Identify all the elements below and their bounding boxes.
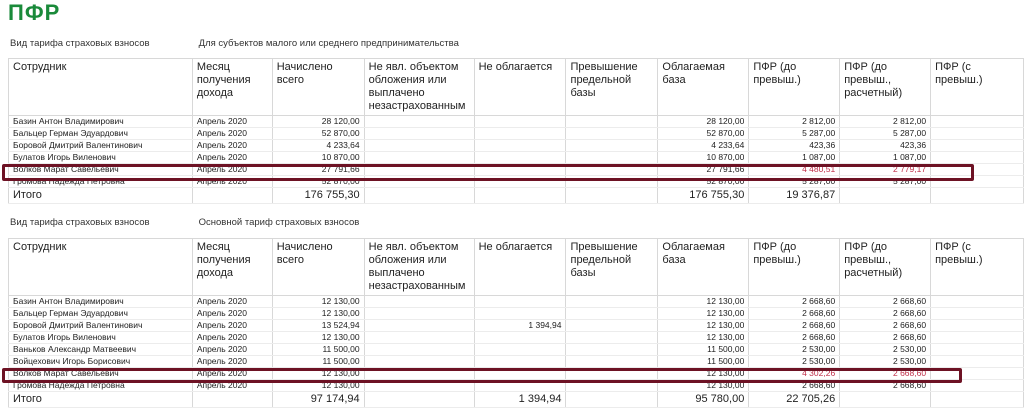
header-row: [9, 59, 1024, 116]
table-cell: Апрель 2020: [192, 368, 272, 380]
total-cell: 176 755,30: [658, 188, 749, 204]
total-cell: Итого: [9, 188, 193, 204]
tariff-row: [10, 217, 359, 228]
table-cell: 1 087,00: [749, 152, 840, 164]
table-cell: [566, 308, 658, 320]
column-header[interactable]: ПФР (до превыш., расчетный): [840, 239, 931, 296]
table-cell: 28 120,00: [658, 116, 749, 128]
column-header[interactable]: Облагаемая база: [658, 59, 749, 116]
table-cell: 12 130,00: [658, 320, 749, 332]
table-cell: 2 668,60: [749, 296, 840, 308]
total-cell: 22 705,26: [749, 392, 840, 408]
table-cell: 27 791,66: [658, 164, 749, 176]
table-row[interactable]: [9, 320, 1024, 332]
table-cell: 11 500,00: [658, 344, 749, 356]
table-cell: 4 233,64: [272, 140, 364, 152]
total-cell: [364, 188, 474, 204]
table-cell: 10 870,00: [272, 152, 364, 164]
table-cell: 2 668,60: [840, 380, 931, 392]
column-header[interactable]: Не явл. объектом обложения или выплачено незастрахованным: [364, 239, 474, 296]
table-row[interactable]: [9, 344, 1024, 356]
table-cell: 12 130,00: [658, 332, 749, 344]
table-cell: Булатов Игорь Виленович: [9, 152, 193, 164]
table-cell: 52 870,00: [658, 176, 749, 188]
table-cell: Апрель 2020: [192, 332, 272, 344]
total-cell: [192, 188, 272, 204]
table-cell: Волков Марат Савельевич: [9, 368, 193, 380]
table-row[interactable]: [9, 152, 1024, 164]
table-cell: 2 668,60: [749, 320, 840, 332]
table-row[interactable]: [9, 356, 1024, 368]
table-cell: [364, 320, 474, 332]
table-cell: 5 287,00: [749, 128, 840, 140]
table-cell: 423,36: [749, 140, 840, 152]
table-cell: [364, 296, 474, 308]
table-cell: 2 812,00: [749, 116, 840, 128]
table-cell: [474, 116, 566, 128]
column-header[interactable]: Начислено всего: [272, 59, 364, 116]
total-cell: 19 376,87: [749, 188, 840, 204]
table-cell: [474, 296, 566, 308]
table-cell: 12 130,00: [658, 368, 749, 380]
table-cell: [566, 128, 658, 140]
table-cell: Базин Антон Владимирович: [9, 296, 193, 308]
table-cell: [474, 140, 566, 152]
table-cell: [364, 128, 474, 140]
tariff-row: [10, 38, 459, 49]
table-cell: 4 480,51: [749, 164, 840, 176]
table-cell: 2 668,60: [840, 368, 931, 380]
tariff-value: Для субъектов малого или среднего предпринимательства: [198, 38, 459, 49]
table-cell: 5 287,00: [749, 176, 840, 188]
total-cell: Итого: [9, 392, 193, 408]
table-cell: [566, 344, 658, 356]
column-header[interactable]: Сотрудник: [9, 59, 193, 116]
table-cell: 28 120,00: [272, 116, 364, 128]
table-cell: [931, 320, 1024, 332]
table-cell: Апрель 2020: [192, 344, 272, 356]
table-cell: [566, 116, 658, 128]
table-cell: 11 500,00: [272, 356, 364, 368]
table-cell: [364, 140, 474, 152]
table-row[interactable]: [9, 332, 1024, 344]
column-header[interactable]: Не облагается: [474, 239, 566, 296]
table-cell: 1 394,94: [474, 320, 566, 332]
table-cell: [364, 344, 474, 356]
row-highlight-frame: [2, 368, 962, 383]
total-cell: [566, 392, 658, 408]
table-cell: Апрель 2020: [192, 176, 272, 188]
table-cell: 2 668,60: [840, 320, 931, 332]
tariff-label: Вид тарифа страховых взносов: [10, 217, 150, 228]
column-header[interactable]: Начислено всего: [272, 239, 364, 296]
table-cell: 2 812,00: [840, 116, 931, 128]
table-cell: Боровой Дмитрий Валентинович: [9, 140, 193, 152]
table-cell: 13 524,94: [272, 320, 364, 332]
table-row[interactable]: [9, 128, 1024, 140]
column-header[interactable]: ПФР (до превыш., расчетный): [840, 59, 931, 116]
tariff-value: Основной тариф страховых взносов: [198, 217, 360, 228]
total-cell: [566, 188, 658, 204]
column-header[interactable]: ПФР (с превыш.): [931, 239, 1024, 296]
total-cell: [931, 188, 1024, 204]
table-cell: 12 130,00: [272, 308, 364, 320]
table-cell: [931, 308, 1024, 320]
column-header[interactable]: Облагаемая база: [658, 239, 749, 296]
table-cell: [474, 128, 566, 140]
table-cell: 1 087,00: [840, 152, 931, 164]
table-cell: Апрель 2020: [192, 140, 272, 152]
table-row[interactable]: [9, 296, 1024, 308]
total-cell: [364, 392, 474, 408]
table-cell: Апрель 2020: [192, 116, 272, 128]
table-cell: 10 870,00: [658, 152, 749, 164]
total-cell: [840, 188, 931, 204]
column-header[interactable]: Сотрудник: [9, 239, 193, 296]
table-cell: 12 130,00: [658, 308, 749, 320]
table-cell: Апрель 2020: [192, 296, 272, 308]
table-cell: 12 130,00: [658, 296, 749, 308]
table-cell: 52 870,00: [272, 176, 364, 188]
total-cell: 1 394,94: [474, 392, 566, 408]
table-cell: Громова Надежда Петровна: [9, 380, 193, 392]
table-cell: [566, 320, 658, 332]
table-cell: 2 668,60: [749, 308, 840, 320]
total-cell: 97 174,94: [272, 392, 364, 408]
table-cell: [931, 332, 1024, 344]
column-header[interactable]: ПФР (до превыш.): [749, 239, 840, 296]
tariff-label: Вид тарифа страховых взносов: [10, 38, 150, 49]
table-cell: Апрель 2020: [192, 356, 272, 368]
total-cell: 95 780,00: [658, 392, 749, 408]
total-row: [9, 392, 1024, 408]
table-cell: 2 530,00: [749, 344, 840, 356]
header-row: [9, 239, 1024, 296]
table-cell: [566, 332, 658, 344]
table-cell: [364, 152, 474, 164]
column-header[interactable]: Превышение предельной базы: [566, 239, 658, 296]
table-cell: 12 130,00: [272, 332, 364, 344]
table-cell: 4 233,64: [658, 140, 749, 152]
total-cell: 176 755,30: [272, 188, 364, 204]
table-cell: 5 287,00: [840, 176, 931, 188]
table-cell: 52 870,00: [272, 128, 364, 140]
table-cell: [566, 356, 658, 368]
table-cell: Апрель 2020: [192, 380, 272, 392]
table-cell: 12 130,00: [272, 296, 364, 308]
table-cell: 2 668,60: [840, 332, 931, 344]
table-cell: Бальцер Герман Эдуардович: [9, 128, 193, 140]
table-cell: 2 668,60: [840, 296, 931, 308]
table-cell: 11 500,00: [658, 356, 749, 368]
table-cell: [931, 128, 1024, 140]
table-cell: 5 287,00: [840, 128, 931, 140]
row-highlight-frame: [2, 164, 974, 181]
table-cell: Войцехович Игорь Борисович: [9, 356, 193, 368]
table-cell: [931, 140, 1024, 152]
table-cell: Боровой Дмитрий Валентинович: [9, 320, 193, 332]
total-cell: [474, 188, 566, 204]
table-cell: 423,36: [840, 140, 931, 152]
table-cell: Апрель 2020: [192, 152, 272, 164]
table-cell: Апрель 2020: [192, 164, 272, 176]
table-cell: [474, 308, 566, 320]
table-cell: [566, 152, 658, 164]
table-cell: 52 870,00: [658, 128, 749, 140]
column-header[interactable]: ПФР (до превыш.): [749, 59, 840, 116]
table-cell: [474, 344, 566, 356]
page-title: ПФР: [8, 0, 61, 25]
table-cell: [931, 356, 1024, 368]
table-cell: Апрель 2020: [192, 128, 272, 140]
table-cell: 2 530,00: [840, 356, 931, 368]
table-cell: [931, 344, 1024, 356]
table-cell: 12 130,00: [272, 368, 364, 380]
table-cell: 11 500,00: [272, 344, 364, 356]
total-cell: [931, 392, 1024, 408]
table-cell: Громова Надежда Петровна: [9, 176, 193, 188]
total-row: [9, 188, 1024, 204]
table-cell: [931, 116, 1024, 128]
table-cell: 2 530,00: [840, 344, 931, 356]
table-cell: Бальцер Герман Эдуардович: [9, 308, 193, 320]
table-cell: 2 668,60: [749, 380, 840, 392]
table-cell: 12 130,00: [658, 380, 749, 392]
table-cell: [566, 140, 658, 152]
column-header[interactable]: Месяц получения дохода: [192, 59, 272, 116]
table-row[interactable]: [9, 116, 1024, 128]
table-cell: Волков Марат Савельевич: [9, 164, 193, 176]
table-cell: 2 668,60: [749, 332, 840, 344]
column-header[interactable]: Превышение предельной базы: [566, 59, 658, 116]
table-cell: Булатов Игорь Виленович: [9, 332, 193, 344]
table-cell: [474, 152, 566, 164]
table-cell: [364, 116, 474, 128]
table-cell: 27 791,66: [272, 164, 364, 176]
table-row[interactable]: [9, 308, 1024, 320]
table-cell: [474, 356, 566, 368]
table-cell: [364, 308, 474, 320]
report-table: [8, 58, 1024, 204]
column-header[interactable]: Не облагается: [474, 59, 566, 116]
table-cell: 2 779,17: [840, 164, 931, 176]
table-cell: 2 530,00: [749, 356, 840, 368]
table-cell: 12 130,00: [272, 380, 364, 392]
table-cell: 4 302,26: [749, 368, 840, 380]
table-cell: 2 668,60: [840, 308, 931, 320]
table-cell: Базин Антон Владимирович: [9, 116, 193, 128]
table-cell: [931, 296, 1024, 308]
table-cell: Апрель 2020: [192, 308, 272, 320]
column-header[interactable]: ПФР (с превыш.): [931, 59, 1024, 116]
table-cell: [364, 356, 474, 368]
table-cell: [474, 332, 566, 344]
column-header[interactable]: Не явл. объектом обложения или выплачено незастрахованным: [364, 59, 474, 116]
column-header[interactable]: Месяц получения дохода: [192, 239, 272, 296]
table-cell: Апрель 2020: [192, 320, 272, 332]
table-cell: [566, 296, 658, 308]
total-cell: [840, 392, 931, 408]
table-cell: [931, 152, 1024, 164]
table-cell: Ваньков Александр Матвеевич: [9, 344, 193, 356]
table-row[interactable]: [9, 140, 1024, 152]
total-cell: [192, 392, 272, 408]
table-cell: [364, 332, 474, 344]
